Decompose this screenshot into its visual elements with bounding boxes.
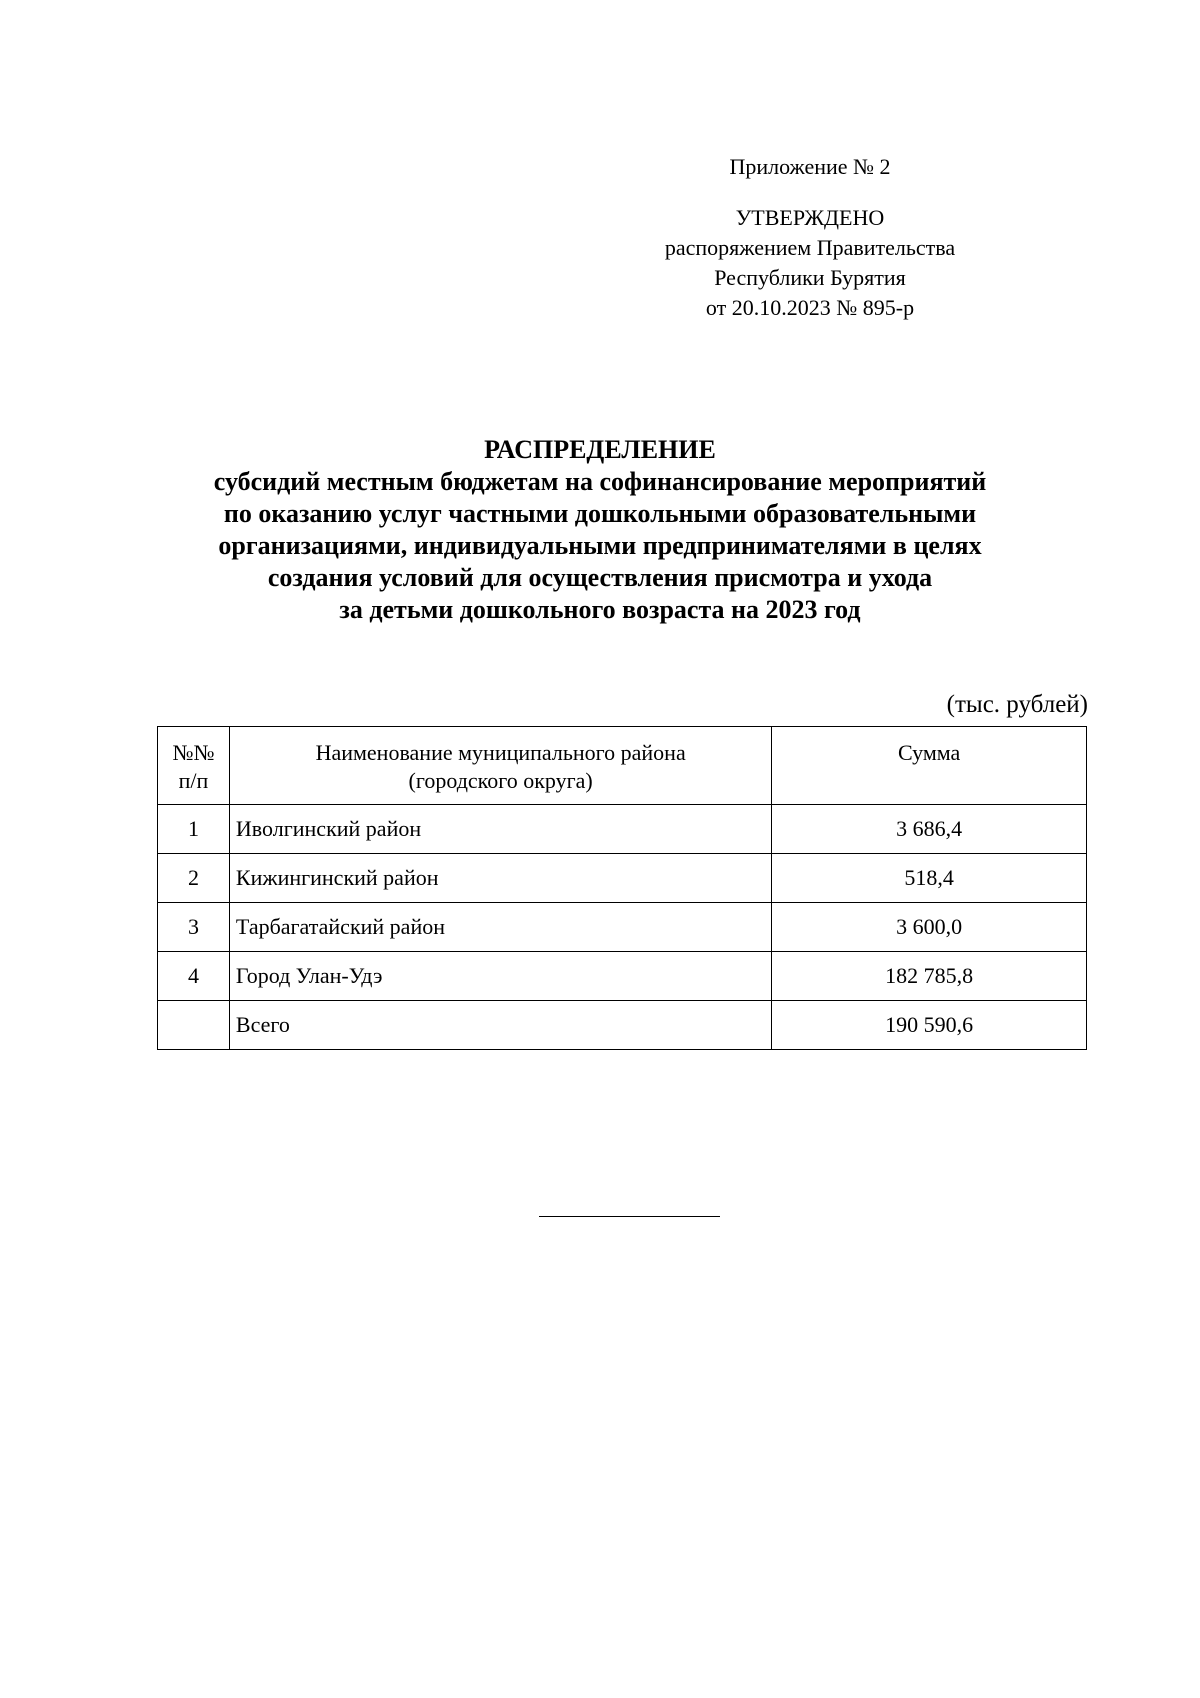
title-line: за детьми дошкольного возраста на 2023 год: [339, 595, 861, 624]
appendix-number: [640, 152, 980, 182]
row-name: Всего: [229, 1001, 771, 1050]
header-name: [229, 727, 771, 805]
row-number: 1: [158, 805, 230, 854]
row-name: Город Улан-Удэ: [229, 952, 771, 1001]
title-line: организациями, индивидуальными предпринимателями в целях: [218, 531, 982, 560]
distribution-table: [157, 726, 1087, 1050]
table-row: [158, 903, 1087, 952]
approved-by-line-1: распоряжением Правительства: [664, 235, 956, 260]
title-line: субсидий местным бюджетам на софинансирование мероприятий: [213, 467, 987, 496]
table-total-row: [158, 1001, 1087, 1050]
row-number: 2: [158, 854, 230, 903]
row-name: Кижингинский район: [229, 854, 771, 903]
table-row: [158, 952, 1087, 1001]
row-sum: 3 686,4: [772, 805, 1087, 854]
approved-label: УТВЕРЖДЕНО: [735, 205, 885, 230]
approved-date: от 20.10.2023 № 895-р: [705, 295, 915, 320]
header-number-line-2: п/п: [178, 768, 209, 793]
appendix-number-text: Приложение № 2: [729, 154, 891, 179]
row-number: [158, 1001, 230, 1050]
header-name-line-2: (городского округа): [408, 768, 593, 793]
row-name: Тарбагатайский район: [229, 903, 771, 952]
row-sum: 182 785,8: [772, 952, 1087, 1001]
title-heading: РАСПРЕДЕЛЕНИЕ: [484, 435, 716, 464]
header-sum: [772, 727, 1087, 805]
approval-block: [640, 203, 980, 323]
row-sum: 190 590,6: [772, 1001, 1087, 1050]
footer-divider: [539, 1216, 720, 1217]
row-name: Иволгинский район: [229, 805, 771, 854]
row-number: 3: [158, 903, 230, 952]
title-line: по оказанию услуг частными дошкольными образовательными: [223, 499, 977, 528]
row-sum: 3 600,0: [772, 903, 1087, 952]
table-row: [158, 854, 1087, 903]
approved-by-line-2: Республики Бурятия: [714, 265, 906, 290]
header-sum-text: Сумма: [898, 740, 961, 765]
row-sum: 518,4: [772, 854, 1087, 903]
table-header-row: [158, 727, 1087, 805]
header-name-line-1: Наименование муниципального района: [315, 740, 686, 765]
header-number-line-1: №№: [172, 740, 215, 765]
table-row: [158, 805, 1087, 854]
units-label: (тыс. рублей): [946, 691, 1088, 718]
document-title: [150, 434, 1050, 626]
title-line: создания условий для осуществления присмотра и ухода: [267, 563, 933, 592]
row-number: 4: [158, 952, 230, 1001]
header-number: [158, 727, 230, 805]
